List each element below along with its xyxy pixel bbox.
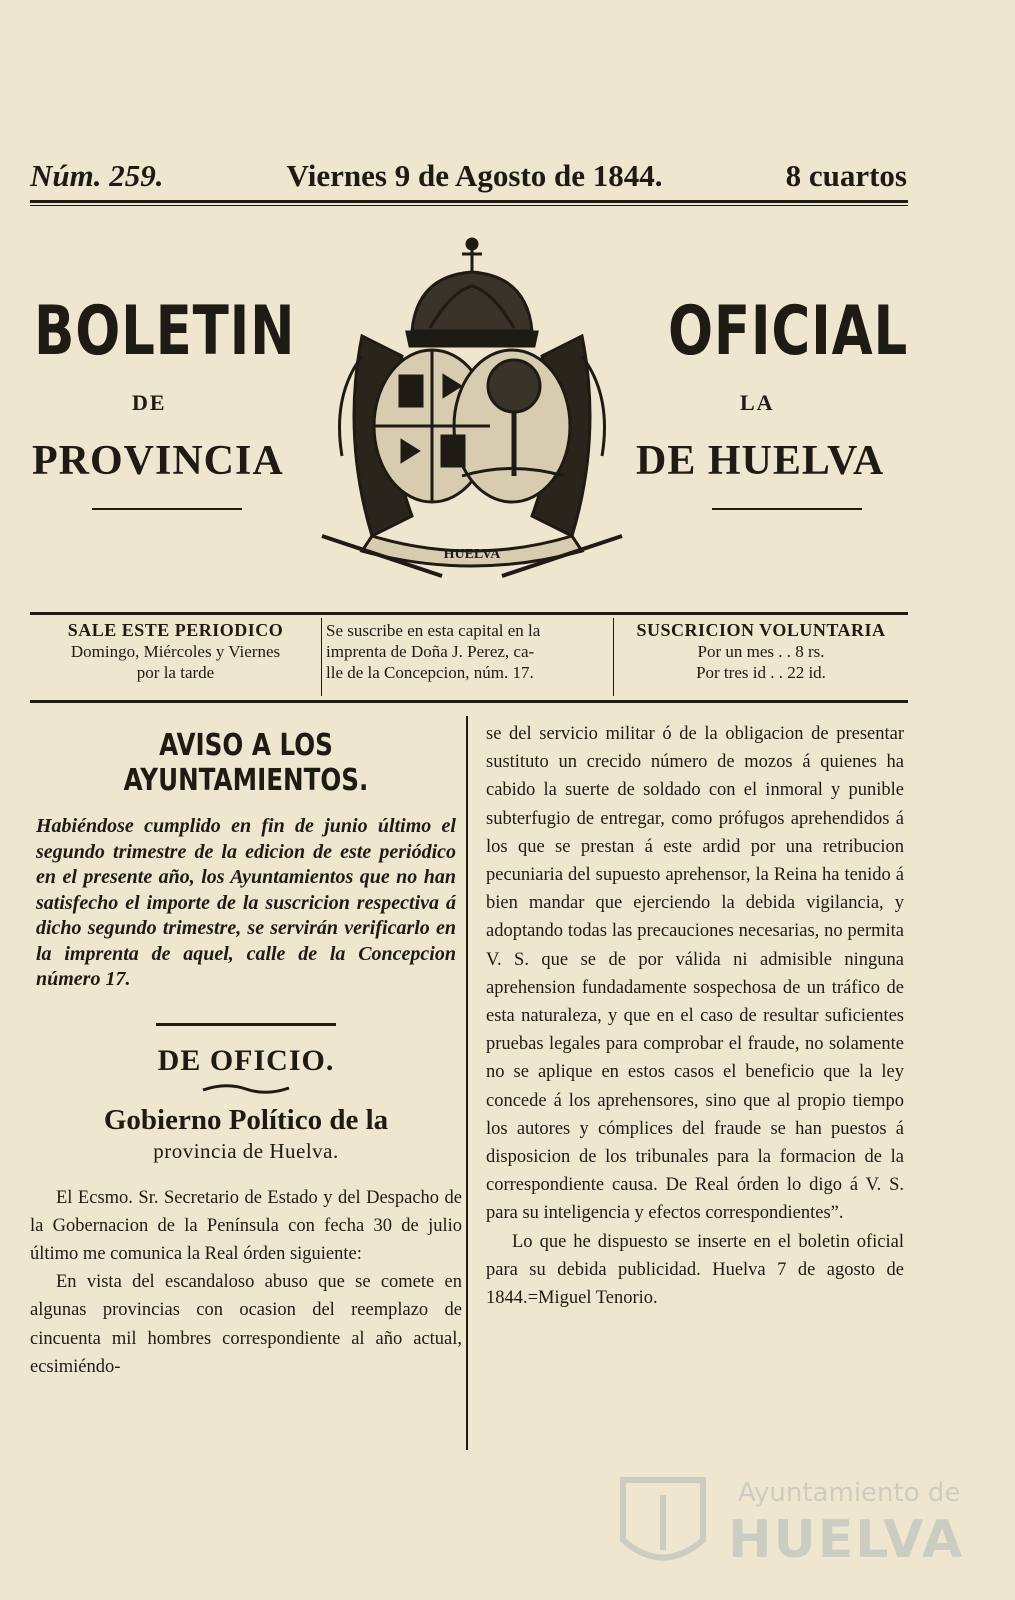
section-de-oficio: DE OFICIO. xyxy=(157,1043,335,1077)
publishing-time-text: por la tarde xyxy=(136,663,215,682)
crest-ribbon-text: HUELVA xyxy=(443,547,501,562)
subscription-prices xyxy=(614,618,908,696)
watermark-line1: Ayuntamiento de xyxy=(738,1478,961,1508)
strip-rule-bottom xyxy=(30,700,908,703)
issue-date: Viernes 9 de Agosto de 1844. xyxy=(286,158,663,193)
title-dash-right xyxy=(712,508,862,510)
title-la: LA xyxy=(740,390,775,415)
title-provincia: PROVINCIA xyxy=(32,438,284,484)
title-dash-left xyxy=(92,508,242,510)
watermark-line2: HUELVA xyxy=(728,1510,965,1570)
issue-price: 8 cuartos xyxy=(785,158,907,193)
title-de-huelva: DE HUELVA xyxy=(636,438,885,484)
subscription-head: SUSCRICION VOLUNTARIA xyxy=(636,620,886,640)
gobierno-title: Gobierno Político de la xyxy=(103,1103,389,1136)
strip-rule-top xyxy=(30,612,908,615)
swash-ornament-icon xyxy=(201,1082,291,1096)
archive-logo-icon xyxy=(608,1470,718,1580)
subscription-place-line1: Se suscribe en esta capital en la xyxy=(326,621,541,640)
issue-line xyxy=(30,158,907,194)
title-oficial: OFICIAL xyxy=(668,292,909,371)
publishing-head: SALE ESTE PERIODICO xyxy=(67,620,284,640)
left-paragraph-2: En vista del escandaloso abuso que se comete en algunas provincias con ocasion del reemplazo de cincuenta mil hombres correspondiente al año actual, ecsimiéndo- xyxy=(30,1272,462,1377)
left-paragraph-1: El Ecsmo. Sr. Secretario de Estado y del Despacho de la Gobernacion de la Península con fecha 30 de julio último me comunica la Real órden siguiente: xyxy=(30,1187,462,1264)
subscription-place-line3: lle de la Concepcion, núm. 17. xyxy=(326,663,534,682)
subscription-place xyxy=(322,618,614,696)
aviso-text: Habiéndose cumplido en fin de junio último el segundo trimestre de la edicion de este periódico en el presente año, los Ayuntamientos que no han satisfecho el importe de la suscricion respectiva á dicho segundo trimestre, se servirán verificarlo en la imprenta de aquel, calle de la Concepcion número 17. xyxy=(36,815,456,990)
issue-number: Núm. 259. xyxy=(30,158,164,193)
publishing-days-text: Domingo, Miércoles y Viernes xyxy=(70,642,281,661)
price-month: Por un mes . . 8 rs. xyxy=(697,642,825,661)
masthead-rule xyxy=(30,200,908,203)
price-three-months: Por tres id . . 22 id. xyxy=(696,663,826,682)
title-de: DE xyxy=(132,390,167,415)
aviso-title: AVISO A LOS AYUNTAMIENTOS. xyxy=(123,728,369,798)
right-paragraph-1: se del servicio militar ó de la obligacion de presentar sustituto un crecido número de mozos á quienes ha cabido la suerte de soldado con el inmoral y punible subterfugio de entregar, como prófugos aprehendidos á los que se prestan á este ardid por una retribucion pecuniaria del supuesto aprehensor, la Reina ha tenido á bien mandar que ejerciendo la debida vigilancia, y adoptando todas las precauciones necesarias, no permita V. S. que se de por válida ni admisible ninguna aprehension fundadamente sospechosa de un tráfico de esta naturaleza, y que en el caso de resultar suficientes pruebas legales para comprobar el fraude, no solamente no se aplique en estos casos el beneficio que la ley concede á los aprehensores, sino que al propio tiempo los autores y cómplices del fraude se han puestos á disposicion de los tribunales para la formacion de la correspondiente causa. De Real órden lo digo á V. S. para su inteligencia y efectos correspondientes”. xyxy=(486,724,904,1224)
publishing-days xyxy=(30,618,322,696)
masthead-rule-thin xyxy=(30,205,908,206)
section-separator xyxy=(156,1023,336,1026)
left-column xyxy=(30,720,462,1381)
subscription-place-line2: imprenta de Doña J. Perez, ca- xyxy=(326,642,535,661)
right-paragraph-2: Lo que he dispuesto se inserte en el boletin oficial para su debida publicidad. Huelva 7 de agosto de 1844.=Miguel Tenorio. xyxy=(486,1231,904,1309)
column-divider xyxy=(466,716,468,1450)
title-boletin: BOLETIN xyxy=(34,292,296,371)
subscription-strip xyxy=(30,618,908,696)
right-column xyxy=(486,720,904,1312)
archive-watermark xyxy=(608,1470,965,1580)
gobierno-subtitle: provincia de Huelva. xyxy=(153,1138,339,1163)
coat-of-arms-icon xyxy=(302,236,642,588)
